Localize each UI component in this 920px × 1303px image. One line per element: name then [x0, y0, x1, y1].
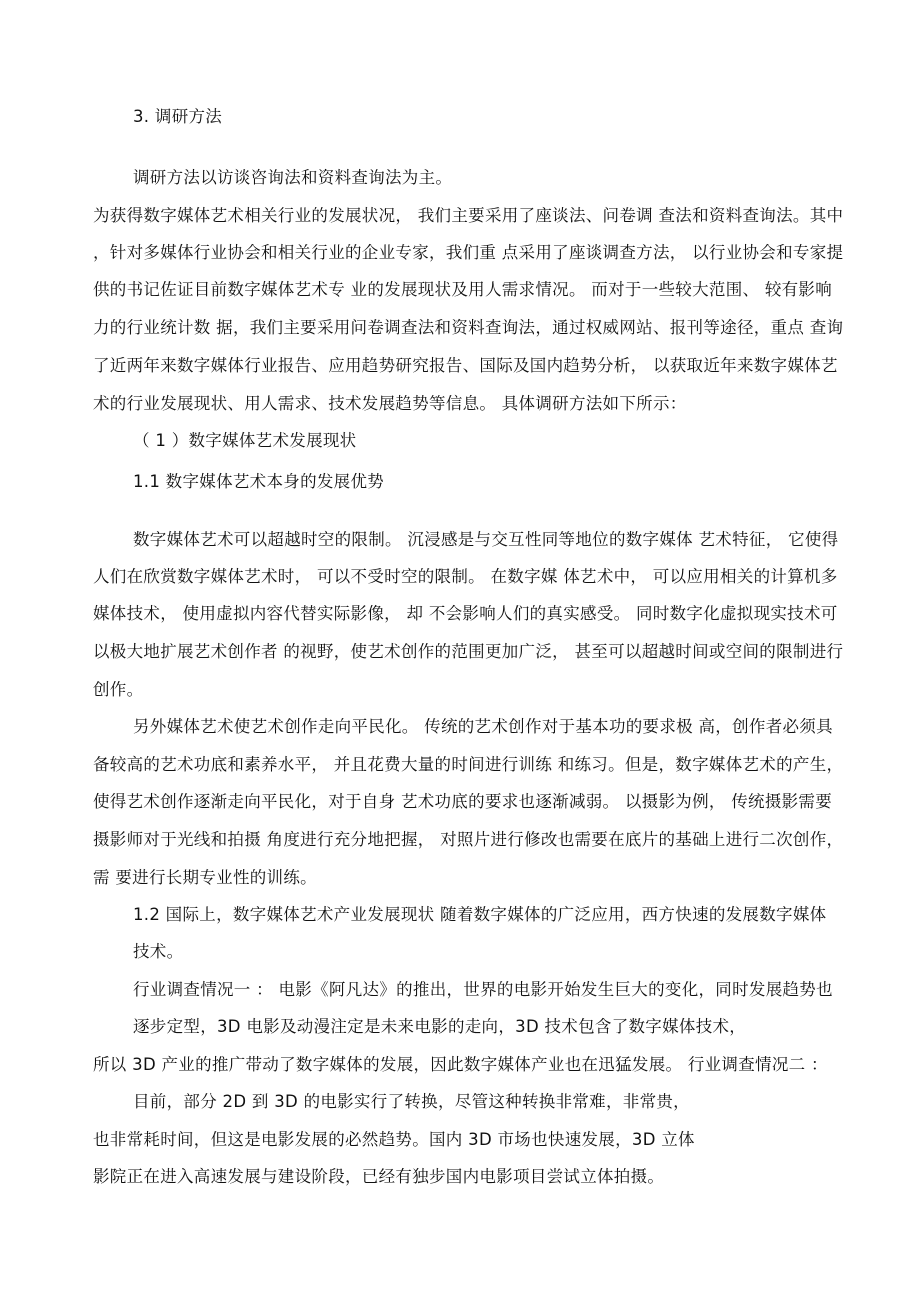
paragraph-line: 以极大地扩展艺术创作者 的视野，使艺术创作的范围更加广泛， 甚至可以超越时间或空间的限制进行 [93, 642, 844, 661]
paragraph-line: 也非常耗时间，但这是电影发展的必然趋势。国内 3D 市场也快速发展，3D 立体 [93, 1130, 695, 1149]
sub-heading: 1.1 数字媒体艺术本身的发展优势 [133, 472, 385, 491]
paragraph-line: ，针对多媒体行业协会和相关行业的企业专家，我们重 点采用了座谈调查方法， 以行业协会和专家提 [93, 243, 844, 262]
paragraph-line: 为获得数字媒体艺术相关行业的发展状况， 我们主要采用了座谈法、问卷调 查法和资料查询法。其中 [93, 206, 844, 225]
paragraph-line: 摄影师对于光线和拍摄 角度进行充分地把握， 对照片进行修改也需要在底片的基础上进行二次创作， [93, 830, 844, 849]
paragraph-line: 需 要进行长期专业性的训练。 [93, 868, 317, 887]
paragraph-line: 力的行业统计数 据，我们主要采用问卷调查法和资料查询法，通过权威网站、报刊等途径，重点 查询 [93, 318, 844, 337]
section-heading: 3. 调研方法 [133, 107, 223, 126]
paragraph-line: 数字媒体艺术可以超越时空的限制。 沉浸感是与交互性同等地位的数字媒体 艺术特征， 它使得 [133, 530, 839, 549]
paragraph-line: 术的行业发展现状、用人需求、技术发展趋势等信息。 具体调研方法如下所示： [93, 394, 687, 413]
sub-heading: （ 1 ）数字媒体艺术发展现状 [133, 431, 357, 450]
paragraph-line: 逐步定型，3D 电影及动漫注定是未来电影的走向，3D 技术包含了数字媒体技术， [133, 1017, 747, 1036]
paragraph-line: 备较高的艺术功底和素养水平， 并且花费大量的时间进行训练 和练习。但是，数字媒体艺术的产生， [93, 755, 844, 774]
paragraph-line: 目前，部分 2D 到 3D 的电影实行了转换，尽管这种转换非常难，非常贵， [133, 1092, 690, 1111]
paragraph-line: 了近两年来数字媒体行业报告、应用趋势研究报告、国际及国内趋势分析， 以获取近年来数字媒体艺 [93, 356, 838, 375]
paragraph-line: 供的书记佐证目前数字媒体艺术专 业的发展现状及用人需求情况。 而对于一些较大范围、 较有影响 [93, 280, 833, 299]
paragraph-line: 使得艺术创作逐渐走向平民化，对于自身 艺术功底的要求也逐渐减弱。 以摄影为例， 传统摄影需要 [93, 792, 833, 811]
sub-heading: 技术。 [133, 942, 184, 961]
paragraph-line: 媒体技术， 使用虚拟内容代替实际影像， 却 不会影响人们的真实感受。 同时数字化虚拟现实技术可 [93, 604, 838, 623]
sub-heading: 1.2 国际上，数字媒体艺术产业发展现状 随着数字媒体的广泛应用，西方快速的发展数字媒体 [133, 905, 827, 924]
paragraph-line: 所以 3D 产业的推广带动了数字媒体的发展，因此数字媒体产业也在迅猛发展。 行业调查情况二 ： [93, 1055, 828, 1074]
paragraph-line: 创作。 [93, 680, 144, 699]
paragraph-line: 影院正在进入高速发展与建设阶段，已经有独步国内电影项目尝试立体拍摄。 [93, 1167, 665, 1186]
paragraph-line: 调研方法以访谈咨询法和资料查询法为主。 [133, 168, 453, 187]
paragraph-line: 人们在欣赏数字媒体艺术时， 可以不受时空的限制。 在数字媒 体艺术中， 可以应用相关的计算机多 [93, 567, 838, 586]
paragraph-line: 行业调查情况一 ： 电影《阿凡达》的推出，世界的电影开始发生巨大的变化，同时发展趋势也 [133, 980, 833, 999]
paragraph-line: 另外媒体艺术使艺术创作走向平民化。 传统的艺术创作对于基本功的要求极 高，创作者必须具 [133, 717, 833, 736]
